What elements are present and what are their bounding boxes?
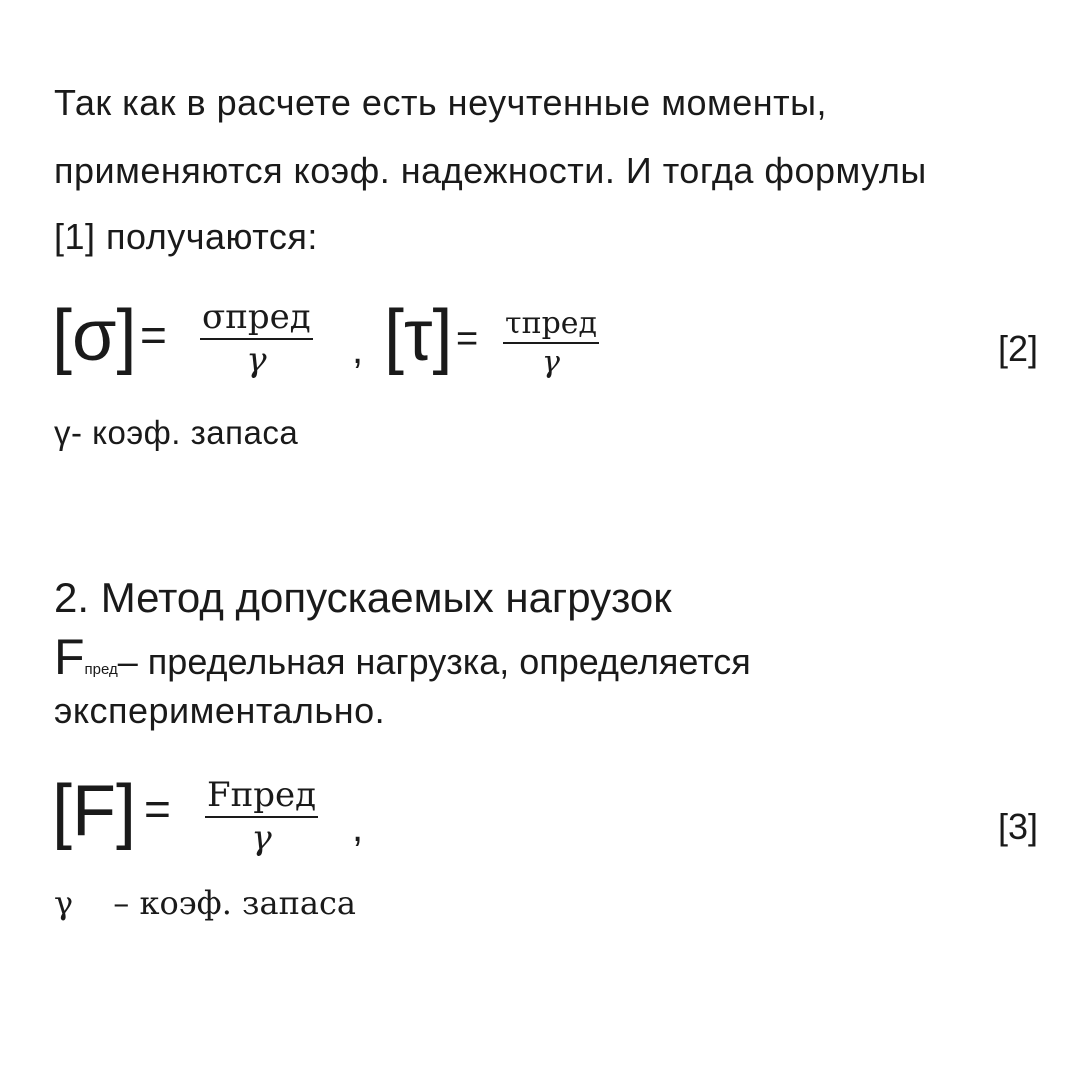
section-heading: 2. Метод допускаемых нагрузок: [54, 574, 672, 621]
sigma-numerator: σпред: [200, 300, 313, 340]
f-numerator: Fпред: [205, 778, 318, 818]
gamma-note: γ- коэф. запаса: [54, 414, 299, 451]
gamma-note-text: – коэф. запаса: [113, 884, 356, 922]
tau-numerator: τпред: [503, 308, 599, 344]
equals-sign: =: [140, 309, 167, 361]
gamma-symbol: γ: [54, 884, 74, 922]
f-subscript: пред: [84, 661, 118, 678]
sigma-fraction: [200, 297, 313, 380]
comma: ,: [352, 806, 364, 850]
tau-denominator: γ: [542, 344, 560, 380]
equals-sign: =: [144, 783, 171, 835]
f-symbol: F: [54, 629, 85, 685]
tau-fraction: [503, 308, 599, 379]
f-description-line-2: экспериментально.: [54, 690, 386, 731]
equals-sign: =: [456, 318, 479, 360]
f-fraction: [205, 775, 318, 858]
comma: ,: [352, 328, 364, 372]
equation-number: [3]: [997, 806, 1038, 847]
f-description: – предельная нагрузка, определяется: [117, 641, 751, 682]
tau-allowable-symbol: [τ]: [384, 296, 453, 376]
intro-line-1: Так как в расчете есть неучтенные моменты,: [54, 82, 827, 123]
f-definition-line: [54, 628, 751, 686]
gamma-note: [54, 884, 356, 922]
sigma-denominator: γ: [246, 339, 267, 380]
equation-number: [2]: [997, 328, 1038, 369]
f-denominator: γ: [251, 817, 272, 858]
sigma-allowable-symbol: [σ]: [52, 296, 137, 376]
f-allowable-symbol: [F]: [52, 771, 136, 851]
intro-line-2: применяются коэф. надежности. И тогда формулы: [54, 150, 927, 191]
intro-line-3: [1] получаются:: [54, 216, 318, 257]
